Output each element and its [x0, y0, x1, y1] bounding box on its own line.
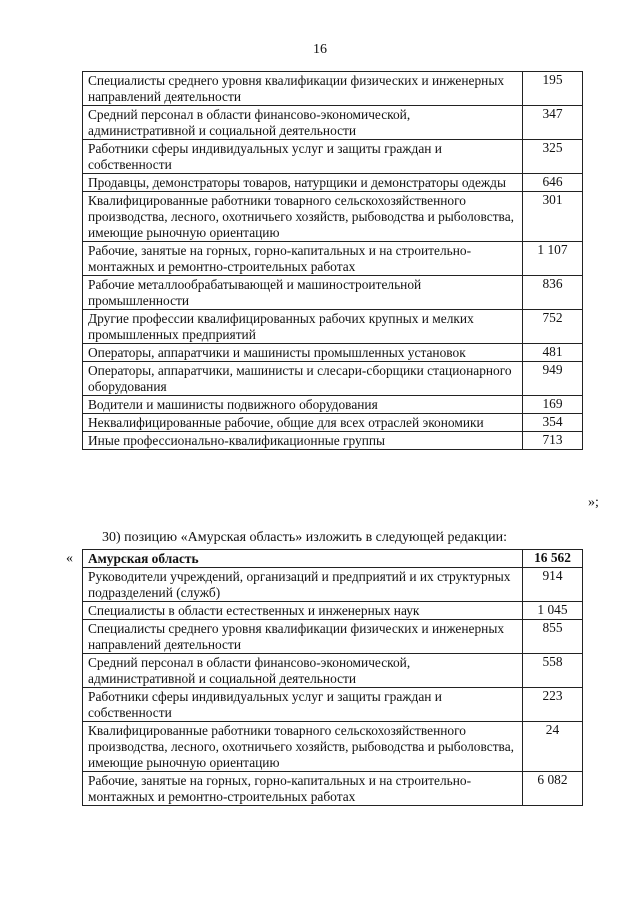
row-name: Средний персонал в области финансово-экономической, административной и социальной деятельности: [83, 106, 523, 140]
table-row: [83, 654, 583, 688]
table-row: [83, 396, 583, 414]
row-name: Средний персонал в области финансово-экономической, административной и социальной деятельности: [83, 654, 523, 688]
row-name: Специалисты среднего уровня квалификации физических и инженерных направлений деятельности: [83, 72, 523, 106]
row-name: Работники сферы индивидуальных услуг и защиты граждан и собственности: [83, 688, 523, 722]
region-total: 16 562: [523, 550, 583, 568]
row-value: 713: [523, 432, 583, 450]
row-value: 949: [523, 362, 583, 396]
table-row: [83, 242, 583, 276]
table-row: [83, 106, 583, 140]
table-row: [83, 620, 583, 654]
table-row: [83, 568, 583, 602]
row-name: Водители и машинисты подвижного оборудования: [83, 396, 523, 414]
row-name: Операторы, аппаратчики, машинисты и слесари-сборщики стационарного оборудования: [83, 362, 523, 396]
row-name: Специалисты среднего уровня квалификации физических и инженерных направлений деятельности: [83, 620, 523, 654]
row-name: Рабочие, занятые на горных, горно-капитальных и на строительно-монтажных и ремонтно-строительных работах: [83, 242, 523, 276]
row-value: 223: [523, 688, 583, 722]
table-row: [83, 414, 583, 432]
amur-region-table: [82, 549, 583, 806]
row-name: Руководители учреждений, организаций и предприятий и их структурных подразделений (служб): [83, 568, 523, 602]
row-name: Работники сферы индивидуальных услуг и защиты граждан и собственности: [83, 140, 523, 174]
row-name: Неквалифицированные рабочие, общие для всех отраслей экономики: [83, 414, 523, 432]
row-value: 855: [523, 620, 583, 654]
row-name: Квалифицированные работники товарного сельскохозяйственного производства, лесного, охотничьего хозяйств, рыбоводства и рыболовства, имеющие рыночную ориентацию: [83, 192, 523, 242]
row-value: 646: [523, 174, 583, 192]
opening-quote-mark: «: [66, 551, 73, 566]
table-row: [83, 432, 583, 450]
amendment-instruction: 30) позицию «Амурская область» изложить в следующей редакции:: [102, 530, 508, 545]
row-name: Рабочие, занятые на горных, горно-капитальных и на строительно-монтажных и ремонтно-строительных работах: [83, 772, 523, 806]
occupation-table-previous: [82, 71, 583, 450]
page-number: 16: [313, 42, 327, 57]
row-value: 1 045: [523, 602, 583, 620]
table-row: [83, 688, 583, 722]
closing-quote-mark: »;: [588, 495, 599, 510]
row-value: 1 107: [523, 242, 583, 276]
row-name: Иные профессионально-квалификационные группы: [83, 432, 523, 450]
row-value: 481: [523, 344, 583, 362]
row-name: Квалифицированные работники товарного сельскохозяйственного производства, лесного, охотничьего хозяйств, рыбоводства и рыболовства, имеющие рыночную ориентацию: [83, 722, 523, 772]
row-value: 6 082: [523, 772, 583, 806]
table-row: [83, 72, 583, 106]
table-row: [83, 276, 583, 310]
table-row: [83, 140, 583, 174]
row-value: 325: [523, 140, 583, 174]
table-row: [83, 344, 583, 362]
row-name: Операторы, аппаратчики и машинисты промышленных установок: [83, 344, 523, 362]
table-row: [83, 602, 583, 620]
row-value: 354: [523, 414, 583, 432]
row-value: 169: [523, 396, 583, 414]
row-value: 558: [523, 654, 583, 688]
table-row: [83, 310, 583, 344]
row-value: 301: [523, 192, 583, 242]
region-name: Амурская область: [83, 550, 523, 568]
row-value: 24: [523, 722, 583, 772]
row-name: Другие профессии квалифицированных рабочих крупных и мелких промышленных предприятий: [83, 310, 523, 344]
row-value: 752: [523, 310, 583, 344]
row-name: Рабочие металлообрабатывающей и машиностроительной промышленности: [83, 276, 523, 310]
row-value: 914: [523, 568, 583, 602]
table-header-row: [83, 550, 583, 568]
row-name: Специалисты в области естественных и инженерных наук: [83, 602, 523, 620]
table-row: [83, 192, 583, 242]
row-name: Продавцы, демонстраторы товаров, натурщики и демонстраторы одежды: [83, 174, 523, 192]
table-row: [83, 174, 583, 192]
row-value: 347: [523, 106, 583, 140]
table-row: [83, 772, 583, 806]
table-row: [83, 362, 583, 396]
row-value: 836: [523, 276, 583, 310]
row-value: 195: [523, 72, 583, 106]
table-row: [83, 722, 583, 772]
